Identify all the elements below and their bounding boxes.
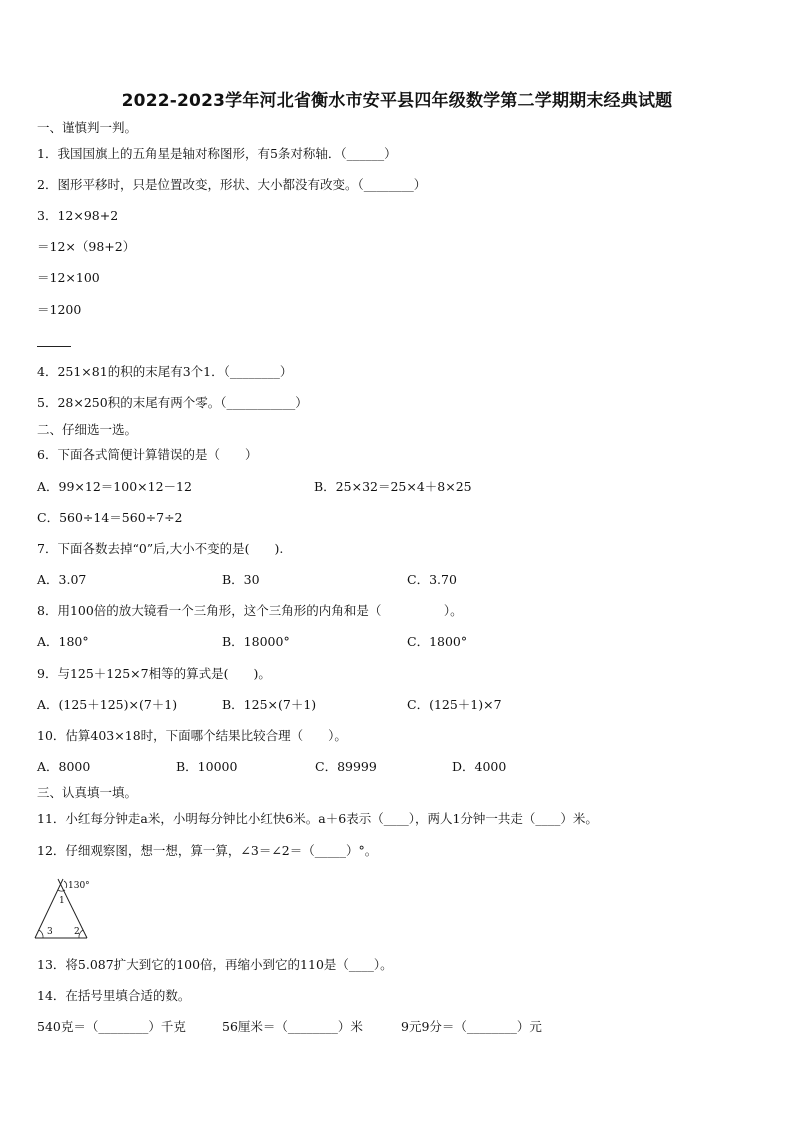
exterior-angle-label: 130°	[68, 881, 90, 891]
section-heading-3: 三、认真填一填。	[37, 785, 138, 800]
question-3-line-2: ＝12×（98+2）	[37, 239, 136, 254]
question-1: 1．我国国旗上的五角星是轴对称图形，有5条对称轴．（______）	[37, 146, 397, 161]
question-7-option-c: C．3.70	[407, 572, 457, 587]
question-10-stem: 10．估算403×18时，下面哪个结果比较合理（ ）。	[37, 728, 347, 743]
question-13: 13．将5.087扩大到它的100倍，再缩小到它的110是（____）。	[37, 957, 393, 972]
question-6-option-b: B．25×32＝25×4＋8×25	[314, 479, 472, 494]
question-2: 2．图形平移时，只是位置改变，形状、大小都没有改变。（________）	[37, 177, 427, 192]
question-3-line-4: ＝1200	[37, 302, 82, 317]
question-10-option-d: D．4000	[452, 759, 507, 774]
question-7-stem: 7．下面各数去掉“0”后,大小不变的是( ).	[37, 541, 284, 556]
question-7-option-b: B．30	[222, 572, 260, 587]
question-7-option-a: A．3.07	[37, 572, 87, 587]
question-6-option-c: C．560÷14＝560÷7÷2	[37, 510, 183, 525]
question-12-stem: 12．仔细观察图，想一想，算一算，∠3＝∠2＝（_____）°。	[37, 843, 378, 858]
question-6-stem: 6．下面各式简便计算错误的是（ ）	[37, 447, 258, 462]
triangle-diagram	[30, 876, 110, 942]
angle-3-arc	[39, 930, 43, 938]
answer-blank-line	[37, 346, 71, 347]
section-heading-2: 二、仔细选一选。	[37, 422, 138, 437]
question-14-part-1: 540克＝（________）千克	[37, 1019, 186, 1034]
question-4: 4．251×81的积的末尾有3个1．（________）	[37, 364, 293, 379]
question-8-option-c: C．1800°	[407, 634, 468, 649]
question-14-part-2: 56厘米＝（________）米	[222, 1019, 363, 1034]
angle-2-label: 2	[74, 927, 80, 937]
question-14-stem: 14．在括号里填合适的数。	[37, 988, 191, 1003]
section-heading-1: 一、谨慎判一判。	[37, 120, 138, 135]
question-3-line-1: 3．12×98+2	[37, 208, 119, 223]
question-8-option-b: B．18000°	[222, 634, 290, 649]
question-9-stem: 9．与125＋125×7相等的算式是( )。	[37, 666, 271, 681]
question-6-option-a: A．99×12＝100×12－12	[37, 479, 192, 494]
question-10-option-c: C．89999	[315, 759, 377, 774]
angle-3-label: 3	[47, 927, 53, 937]
question-10-option-a: A．8000	[37, 759, 91, 774]
question-5: 5．28×250积的末尾有两个零。（___________）	[37, 395, 308, 410]
question-9-option-a: A．(125＋125)×(7＋1)	[37, 697, 178, 712]
question-14-part-3: 9元9分＝（________）元	[401, 1019, 542, 1034]
angle-1-label: 1	[59, 896, 65, 906]
question-9-option-c: C．(125＋1)×7	[407, 697, 502, 712]
question-10-option-b: B．10000	[176, 759, 238, 774]
question-3-line-3: ＝12×100	[37, 270, 100, 285]
question-8-stem: 8．用100倍的放大镜看一个三角形，这个三角形的内角和是（ ）。	[37, 603, 463, 618]
exterior-angle-arc	[64, 881, 67, 888]
page-title: 2022-2023学年河北省衡水市安平县四年级数学第二学期期末经典试题	[121, 91, 673, 111]
question-11: 11．小红每分钟走a米，小明每分钟比小红快6米。a＋6表示（____），两人1分钟一共走（____）米。	[37, 811, 598, 826]
question-9-option-b: B．125×(7＋1)	[222, 697, 317, 712]
question-8-option-a: A．180°	[37, 634, 89, 649]
